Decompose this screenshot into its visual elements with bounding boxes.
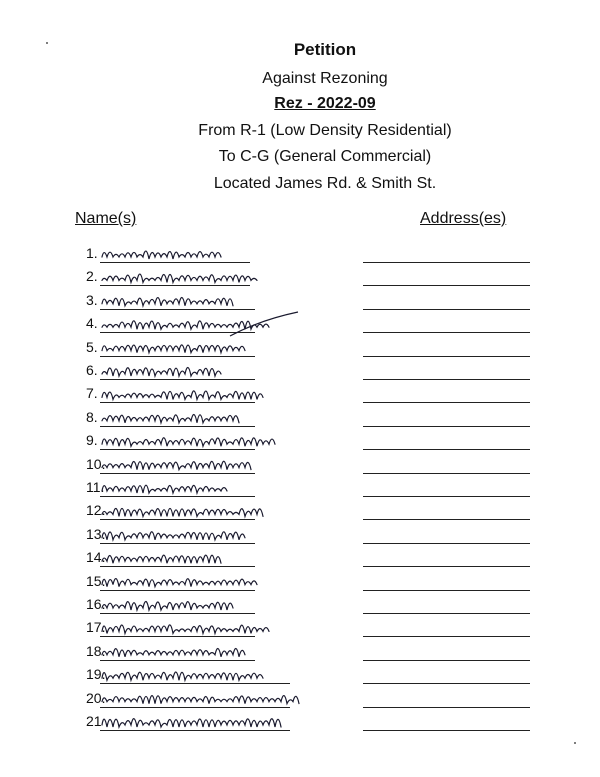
signature-stroke	[102, 672, 263, 680]
address-line	[363, 707, 530, 708]
signature-stroke	[102, 345, 245, 353]
row-number: 14.	[86, 549, 106, 566]
signature-line	[100, 566, 255, 567]
row-number: 17.	[86, 619, 106, 636]
scan-speck	[46, 42, 48, 44]
row-number: 6.	[86, 362, 98, 378]
signature-line	[100, 519, 255, 520]
address-line	[363, 379, 530, 380]
row-number: 3.	[86, 291, 98, 308]
signature-stroke	[102, 508, 263, 516]
row-number: 21	[86, 713, 102, 729]
address-line	[363, 496, 530, 497]
signature-line	[100, 332, 255, 333]
signature-line	[100, 543, 255, 544]
scan-speck	[574, 742, 576, 744]
names-column-header: Name(s)	[75, 210, 137, 227]
row-number: 9.	[86, 432, 98, 449]
address-line	[363, 683, 530, 684]
signature-stroke	[102, 391, 263, 399]
row-number: 11.	[86, 479, 105, 495]
signature-line	[100, 402, 255, 403]
case-number: Rez - 2022-09	[274, 95, 376, 112]
signature-stroke	[102, 321, 269, 329]
row-number: 8.	[86, 408, 98, 425]
row-number: 19.	[86, 666, 106, 683]
signature-line	[100, 613, 255, 614]
signature-line	[100, 730, 290, 731]
address-line	[363, 402, 530, 403]
petition-subtitle: Against Rezoning	[262, 70, 388, 87]
signature-line	[100, 473, 255, 474]
address-line	[363, 590, 530, 591]
address-line	[363, 332, 530, 333]
address-line	[363, 262, 530, 263]
signature-stroke	[102, 625, 269, 633]
row-number: 10.	[86, 455, 106, 472]
address-line	[363, 473, 530, 474]
address-line	[363, 730, 530, 731]
signature-line	[100, 426, 255, 427]
location: Located James Rd. & Smith St.	[213, 175, 437, 192]
signature-line	[100, 683, 290, 684]
signature-line	[100, 309, 255, 310]
row-number: 13.	[86, 525, 106, 542]
signature-line	[100, 356, 255, 357]
signature-stroke	[102, 532, 245, 540]
signature-line	[100, 707, 290, 708]
row-number: 12.	[86, 502, 106, 519]
signature-stroke	[102, 579, 257, 587]
row-number: 18.	[86, 642, 106, 659]
address-line	[363, 356, 530, 357]
row-number: 16.	[86, 596, 106, 612]
address-line	[363, 309, 530, 310]
signature-stroke	[102, 649, 245, 657]
row-number: 20.	[86, 689, 106, 706]
signature-stroke	[102, 719, 281, 727]
address-line	[363, 449, 530, 450]
row-number: 4.	[86, 315, 98, 332]
signature-line	[100, 449, 255, 450]
signature-line	[100, 262, 250, 263]
row-number: 15.	[86, 572, 106, 589]
signature-line	[100, 660, 255, 661]
signature-line	[100, 496, 255, 497]
from-zone: From R-1 (Low Density Residential)	[198, 122, 452, 139]
addresses-column-header: Address(es)	[420, 210, 507, 227]
signature-stroke	[102, 274, 257, 282]
row-number: 5.	[86, 338, 98, 355]
signature-stroke	[102, 438, 275, 446]
signature-line	[100, 636, 255, 637]
address-line	[363, 426, 530, 427]
signature-stroke	[102, 485, 227, 493]
address-line	[363, 613, 530, 614]
signature-stroke	[102, 368, 221, 376]
to-zone: To C-G (General Commercial)	[218, 148, 432, 165]
address-line	[363, 543, 530, 544]
address-line	[363, 285, 530, 286]
petition-title: Petition	[293, 40, 357, 59]
signature-stroke	[102, 298, 233, 306]
signature-stroke	[102, 415, 239, 423]
address-line	[363, 660, 530, 661]
signature-line	[100, 285, 250, 286]
address-line	[363, 636, 530, 637]
signature-line	[100, 590, 255, 591]
signature-stroke	[102, 251, 221, 259]
row-number: 1.	[86, 245, 98, 261]
address-line	[363, 519, 530, 520]
signature-stroke	[102, 601, 233, 610]
row-number: 7.	[86, 385, 98, 402]
signature-stroke	[102, 555, 221, 563]
signature-stroke	[102, 696, 299, 704]
signature-line	[100, 379, 255, 380]
signature-stroke	[102, 461, 251, 469]
address-line	[363, 566, 530, 567]
row-number: 2.	[86, 268, 98, 285]
